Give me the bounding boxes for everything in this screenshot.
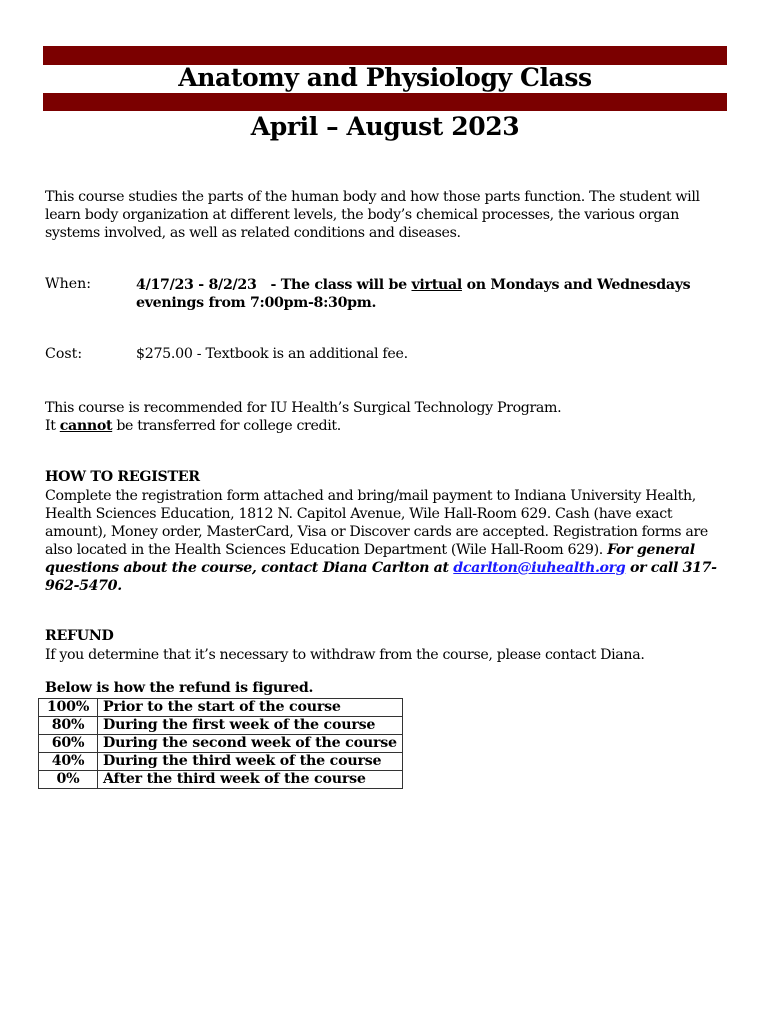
recommendation-line-1: This course is recommended for IU Health’s Surgical Technology Program. [45, 400, 562, 416]
when-pre: - The class will be [256, 277, 412, 293]
when-virtual: virtual [411, 277, 462, 293]
when-post: on Mondays and Wednesdays evenings from 7:00pm-8:30pm. [136, 277, 691, 311]
refund-period: During the first week of the course [98, 717, 403, 735]
page-title: Anatomy and Physiology Class [178, 63, 592, 92]
refund-period: During the second week of the course [98, 735, 403, 753]
cost-details: $275.00 - Textbook is an additional fee. [136, 346, 408, 362]
when-details [136, 276, 736, 312]
refund-percent: 60% [39, 735, 98, 753]
refund-body: If you determine that it’s necessary to withdraw from the course, please contact Diana. [45, 647, 645, 663]
register-heading: HOW TO REGISTER [45, 469, 200, 485]
refund-table [38, 698, 403, 789]
table-row [39, 717, 403, 735]
refund-heading: REFUND [45, 628, 114, 644]
when-dates: 4/17/23 - 8/2/23 [136, 277, 257, 293]
register-body [45, 487, 735, 595]
register-text: Complete the registration form attached and bring/mail payment to Indiana University Health, Health Sciences Education, 1812 N. Capitol Avenue, Wile Hall-Room 629. Cash (have exact amount), Money order, MasterCard, Visa or Discover cards are accepted. Registration forms are also located in the Health Sciences Education Department (Wile Hall-Room 629). [45, 488, 708, 558]
rec-cannot: cannot [59, 418, 113, 434]
rec-post: be transferred for college credit. [112, 418, 341, 434]
title-banner-bottom [43, 93, 727, 111]
recommendation-line-2 [45, 417, 735, 435]
refund-period: After the third week of the course [98, 771, 403, 789]
recommendation [45, 399, 735, 435]
refund-percent: 100% [39, 699, 98, 717]
refund-percent: 80% [39, 717, 98, 735]
refund-period: During the third week of the course [98, 753, 403, 771]
email-link[interactable]: dcarlton@iuhealth.org [453, 560, 626, 576]
table-row [39, 771, 403, 789]
contact-post: or call 317-962-5470. [45, 560, 717, 594]
course-dates-title: April – August 2023 [250, 112, 520, 141]
contact-pre: For general questions about the course, contact Diana Carlton at [45, 542, 695, 576]
table-row [39, 735, 403, 753]
course-description: This course studies the parts of the human body and how those parts function. The student will learn body organization at different levels, the body’s chemical processes, the various organ systems involved, as well as related conditions and diseases. [45, 189, 700, 241]
refund-table-heading: Below is how the refund is figured. [45, 680, 314, 696]
table-row [39, 699, 403, 717]
refund-percent: 0% [39, 771, 98, 789]
table-row [39, 753, 403, 771]
refund-percent: 40% [39, 753, 98, 771]
cost-label: Cost: [45, 346, 83, 362]
rec-pre: It [45, 418, 60, 434]
refund-period: Prior to the start of the course [98, 699, 403, 717]
when-label: When: [45, 276, 92, 292]
